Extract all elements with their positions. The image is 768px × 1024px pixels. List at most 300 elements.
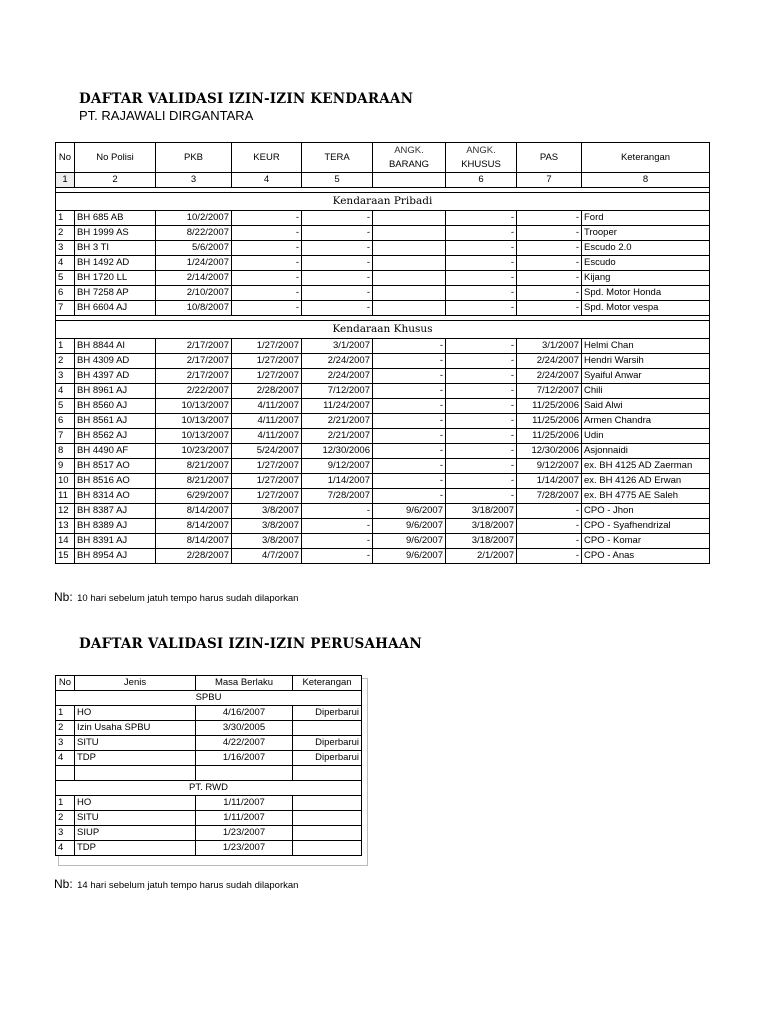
row-polisi: BH 3 TI [75,241,156,256]
row-angk-khusus: 3/18/2007 [446,534,517,549]
row-tera: 9/12/2007 [302,459,373,474]
row-masa-berlaku: 1/16/2007 [196,751,293,766]
row-angk-khusus: - [446,489,517,504]
row-polisi: BH 8314 AO [75,489,156,504]
row-keterangan: ex. BH 4126 AD Erwan [582,474,710,489]
column-number: 3 [156,173,232,188]
row-masa-berlaku: 1/23/2007 [196,826,293,841]
row-pas: 3/1/2007 [517,339,582,354]
row-polisi: BH 8562 AJ [75,429,156,444]
row-angk-khusus: - [446,384,517,399]
row-polisi: BH 8961 AJ [75,384,156,399]
row-angk-khusus: - [446,286,517,301]
company-header-row [56,676,362,691]
table-row [56,271,710,286]
row-keur: - [232,271,302,286]
row-tera: 2/21/2007 [302,414,373,429]
row-pkb: 10/13/2007 [156,429,232,444]
column-number [373,173,446,188]
table-row [56,256,710,271]
row-keterangan: CPO - Komar [582,534,710,549]
row-keterangan [293,721,362,736]
row-angk-barang: - [373,339,446,354]
row-no: 7 [56,429,75,444]
table-row [56,399,710,414]
table-row [56,301,710,316]
row-pkb: 8/14/2007 [156,504,232,519]
row-jenis: SIUP [75,826,196,841]
row-keur: 4/11/2007 [232,399,302,414]
row-no: 3 [56,826,75,841]
row-tera: 12/30/2006 [302,444,373,459]
company-header-jenis: Jenis [75,676,196,691]
row-masa-berlaku: 4/22/2007 [196,736,293,751]
section-title: Kendaraan Pribadi [56,193,710,211]
vehicle-note [54,588,298,606]
row-jenis: Izin Usaha SPBU [75,721,196,736]
vehicle-note-label: Nb: [54,590,73,604]
row-keterangan: Diperbarui [293,751,362,766]
row-keterangan: Hendri Warsih [582,354,710,369]
vehicle-table [55,142,710,564]
row-jenis: SITU [75,736,196,751]
row-angk-barang: 9/6/2007 [373,534,446,549]
row-tera: 7/28/2007 [302,489,373,504]
row-angk-barang [373,286,446,301]
row-masa-berlaku: 1/23/2007 [196,841,293,856]
header-tera: TERA [302,143,373,173]
header-keur: KEUR [232,143,302,173]
row-angk-barang: - [373,384,446,399]
row-polisi: BH 8844 AI [75,339,156,354]
row-keterangan: CPO - Anas [582,549,710,564]
row-keterangan [293,811,362,826]
column-number: 4 [232,173,302,188]
table-row [56,826,362,841]
row-tera: - [302,241,373,256]
row-no: 7 [56,301,75,316]
vehicle-subtitle: PT. RAJAWALI DIRGANTARA [79,108,254,123]
row-angk-khusus: - [446,241,517,256]
company-header-masa: Masa Berlaku [196,676,293,691]
row-tera: - [302,226,373,241]
row-tera: - [302,534,373,549]
row-angk-khusus: - [446,399,517,414]
row-pkb: 10/2/2007 [156,211,232,226]
row-masa-berlaku: 3/30/2005 [196,721,293,736]
row-angk-khusus: - [446,226,517,241]
row-jenis: HO [75,796,196,811]
row-keur: 1/27/2007 [232,459,302,474]
header-keterangan: Keterangan [582,143,710,173]
row-keterangan: Helmi Chan [582,339,710,354]
row-jenis: SITU [75,811,196,826]
header-angk-barang-line2: BARANG [388,158,430,170]
row-keterangan [293,796,362,811]
vehicle-title: DAFTAR VALIDASI IZIN-IZIN KENDARAAN [79,91,414,107]
row-angk-barang [373,271,446,286]
row-polisi: BH 8561 AJ [75,414,156,429]
row-polisi: BH 8516 AO [75,474,156,489]
row-pas: - [517,211,582,226]
row-tera: - [302,256,373,271]
row-no: 15 [56,549,75,564]
column-number: 1 [56,173,75,188]
row-pkb: 2/28/2007 [156,549,232,564]
row-no: 4 [56,751,75,766]
row-pkb: 8/14/2007 [156,519,232,534]
vehicle-note-text: 10 hari sebelum jatuh tempo harus sudah dilaporkan [77,593,299,604]
row-polisi: BH 8387 AJ [75,504,156,519]
row-no: 14 [56,534,75,549]
row-pkb: 10/13/2007 [156,399,232,414]
row-polisi: BH 8391 AJ [75,534,156,549]
row-tera: - [302,301,373,316]
row-pas: - [517,286,582,301]
row-pkb: 6/29/2007 [156,489,232,504]
row-no: 1 [56,706,75,721]
row-keterangan: Syaiful Anwar [582,369,710,384]
row-keur: 4/7/2007 [232,549,302,564]
row-keterangan: Diperbarui [293,736,362,751]
row-keur: 5/24/2007 [232,444,302,459]
row-pkb: 2/17/2007 [156,339,232,354]
row-keterangan [293,841,362,856]
row-pas: - [517,549,582,564]
table-row [56,474,710,489]
row-angk-khusus: - [446,256,517,271]
row-pas: - [517,534,582,549]
empty-cell [293,766,362,781]
row-pkb: 2/10/2007 [156,286,232,301]
row-pkb: 2/17/2007 [156,369,232,384]
row-no: 13 [56,519,75,534]
company-table [55,675,362,856]
row-keur: 1/27/2007 [232,369,302,384]
row-no: 3 [56,241,75,256]
row-angk-khusus: - [446,354,517,369]
table-row [56,811,362,826]
row-no: 5 [56,399,75,414]
row-tera: 3/1/2007 [302,339,373,354]
row-no: 1 [56,339,75,354]
row-no: 2 [56,721,75,736]
row-keterangan [293,826,362,841]
row-keur: 1/27/2007 [232,354,302,369]
row-polisi: BH 8389 AJ [75,519,156,534]
table-row [56,751,362,766]
vehicle-header-row [56,143,710,173]
row-keterangan: Escudo 2.0 [582,241,710,256]
table-row [56,519,710,534]
row-keur: 2/28/2007 [232,384,302,399]
row-angk-khusus: 3/18/2007 [446,519,517,534]
row-keur: 1/27/2007 [232,339,302,354]
empty-cell [56,766,75,781]
row-pas: 7/12/2007 [517,384,582,399]
row-tera: - [302,549,373,564]
row-pas: 1/14/2007 [517,474,582,489]
row-pas: 11/25/2006 [517,414,582,429]
row-no: 5 [56,271,75,286]
row-tera: 2/24/2007 [302,354,373,369]
company-note-text: 14 hari sebelum jatuh tempo harus sudah dilaporkan [77,880,299,891]
row-keur: 3/8/2007 [232,519,302,534]
row-no: 3 [56,369,75,384]
row-angk-khusus: - [446,429,517,444]
row-angk-barang: - [373,414,446,429]
row-pkb: 10/8/2007 [156,301,232,316]
header-angk-khusus [446,143,517,173]
company-header-no: No [56,676,75,691]
row-angk-barang [373,241,446,256]
row-pkb: 10/13/2007 [156,414,232,429]
section-row [56,193,710,211]
row-angk-barang: - [373,399,446,414]
row-keterangan: Diperbarui [293,706,362,721]
row-keur: - [232,286,302,301]
row-no: 3 [56,736,75,751]
row-angk-barang: - [373,489,446,504]
row-keterangan: CPO - Jhon [582,504,710,519]
row-pas: 7/28/2007 [517,489,582,504]
table-row [56,721,362,736]
row-angk-khusus: - [446,211,517,226]
row-tera: 2/21/2007 [302,429,373,444]
row-keterangan: CPO - Syafhendrizal [582,519,710,534]
row-keterangan: Chili [582,384,710,399]
header-angk-barang-line1: ANGK. [394,144,424,156]
row-no: 2 [56,811,75,826]
row-no: 1 [56,796,75,811]
row-angk-khusus: - [446,474,517,489]
row-pas: - [517,226,582,241]
empty-row [56,766,362,781]
column-number: 6 [446,173,517,188]
row-keur: - [232,241,302,256]
row-angk-barang [373,226,446,241]
row-pas: 9/12/2007 [517,459,582,474]
header-pas: PAS [517,143,582,173]
row-no: 11 [56,489,75,504]
row-keterangan: ex. BH 4125 AD Zaerman [582,459,710,474]
row-pkb: 2/22/2007 [156,384,232,399]
row-keur: 3/8/2007 [232,534,302,549]
row-keterangan: Asjonnaidi [582,444,710,459]
row-polisi: BH 1720 LL [75,271,156,286]
row-polisi: BH 8560 AJ [75,399,156,414]
row-polisi: BH 4490 AF [75,444,156,459]
row-tera: 11/24/2007 [302,399,373,414]
row-angk-khusus: - [446,444,517,459]
row-angk-barang: - [373,459,446,474]
row-keur: 4/11/2007 [232,429,302,444]
row-pas: 2/24/2007 [517,354,582,369]
row-pkb: 2/17/2007 [156,354,232,369]
table-row [56,796,362,811]
header-no: No [56,143,75,173]
row-pas: - [517,301,582,316]
row-no: 9 [56,459,75,474]
table-row [56,339,710,354]
table-row [56,841,362,856]
row-keterangan: Trooper [582,226,710,241]
table-row [56,504,710,519]
row-pas: 12/30/2006 [517,444,582,459]
row-angk-khusus: - [446,369,517,384]
row-pas: - [517,504,582,519]
row-keterangan: Armen Chandra [582,414,710,429]
company-note [54,875,298,893]
row-keterangan: Udin [582,429,710,444]
row-pkb: 8/14/2007 [156,534,232,549]
section-title: Kendaraan Khusus [56,321,710,339]
row-no: 12 [56,504,75,519]
row-angk-barang: 9/6/2007 [373,504,446,519]
row-masa-berlaku: 1/11/2007 [196,796,293,811]
row-tera: - [302,271,373,286]
row-angk-barang: - [373,444,446,459]
table-row [56,369,710,384]
row-keur: - [232,226,302,241]
row-pkb: 8/21/2007 [156,459,232,474]
table-row [56,384,710,399]
row-keur: 3/8/2007 [232,504,302,519]
row-no: 4 [56,256,75,271]
row-tera: - [302,504,373,519]
row-keterangan: Ford [582,211,710,226]
section-title: PT. RWD [56,781,362,796]
row-no: 1 [56,211,75,226]
row-pkb: 10/23/2007 [156,444,232,459]
section-title: SPBU [56,691,362,706]
row-angk-barang [373,256,446,271]
table-row [56,534,710,549]
row-angk-khusus: - [446,301,517,316]
row-pkb: 5/6/2007 [156,241,232,256]
company-note-label: Nb: [54,877,73,891]
table-row [56,414,710,429]
row-tera: 7/12/2007 [302,384,373,399]
row-keterangan: Spd. Motor vespa [582,301,710,316]
header-angk-khusus-line1: ANGK. [466,144,496,156]
row-angk-barang: - [373,354,446,369]
empty-cell [75,766,196,781]
row-keur: - [232,301,302,316]
column-number-row [56,173,710,188]
company-header-keterangan: Keterangan [293,676,362,691]
row-pkb: 2/14/2007 [156,271,232,286]
row-keur: 1/27/2007 [232,474,302,489]
header-pkb: PKB [156,143,232,173]
row-polisi: BH 685 AB [75,211,156,226]
row-angk-barang: - [373,429,446,444]
row-pkb: 8/22/2007 [156,226,232,241]
row-jenis: HO [75,706,196,721]
table-row [56,736,362,751]
row-no: 4 [56,384,75,399]
table-row [56,429,710,444]
row-no: 2 [56,226,75,241]
row-polisi: BH 6604 AJ [75,301,156,316]
row-keur: 4/11/2007 [232,414,302,429]
row-no: 10 [56,474,75,489]
row-angk-khusus: 2/1/2007 [446,549,517,564]
row-pkb: 1/24/2007 [156,256,232,271]
row-pas: - [517,271,582,286]
row-tera: - [302,211,373,226]
row-angk-khusus: - [446,459,517,474]
column-number: 2 [75,173,156,188]
table-row [56,211,710,226]
table-row [56,226,710,241]
row-polisi: BH 1492 AD [75,256,156,271]
row-tera: 2/24/2007 [302,369,373,384]
row-tera: - [302,286,373,301]
row-angk-khusus: - [446,271,517,286]
section-row [56,321,710,339]
row-keterangan: Escudo [582,256,710,271]
row-angk-barang: 9/6/2007 [373,519,446,534]
row-angk-barang: - [373,474,446,489]
row-pas: 2/24/2007 [517,369,582,384]
row-tera: 1/14/2007 [302,474,373,489]
table-row [56,549,710,564]
row-polisi: BH 1999 AS [75,226,156,241]
section-row [56,781,362,796]
row-polisi: BH 7258 AP [75,286,156,301]
row-polisi: BH 4309 AD [75,354,156,369]
header-angk-khusus-line2: KHUSUS [461,158,501,170]
row-masa-berlaku: 1/11/2007 [196,811,293,826]
row-keterangan: Kijang [582,271,710,286]
table-row [56,241,710,256]
row-keterangan: ex. BH 4775 AE Saleh [582,489,710,504]
row-jenis: TDP [75,841,196,856]
row-no: 6 [56,414,75,429]
row-pas: - [517,241,582,256]
empty-cell [196,766,293,781]
section-row [56,691,362,706]
row-angk-barang [373,301,446,316]
row-pas: 11/25/2006 [517,399,582,414]
row-angk-khusus: - [446,414,517,429]
row-polisi: BH 8954 AJ [75,549,156,564]
table-row [56,354,710,369]
row-pkb: 8/21/2007 [156,474,232,489]
table-row [56,444,710,459]
row-angk-barang [373,211,446,226]
table-row [56,489,710,504]
row-polisi: BH 8517 AO [75,459,156,474]
row-pas: - [517,256,582,271]
row-no: 4 [56,841,75,856]
row-no: 6 [56,286,75,301]
header-polisi: No Polisi [75,143,156,173]
row-angk-khusus: 3/18/2007 [446,504,517,519]
table-row [56,459,710,474]
row-angk-khusus: - [446,339,517,354]
row-keterangan: Said Alwi [582,399,710,414]
column-number: 7 [517,173,582,188]
row-polisi: BH 4397 AD [75,369,156,384]
row-pas: 11/25/2006 [517,429,582,444]
row-no: 2 [56,354,75,369]
row-jenis: TDP [75,751,196,766]
row-keur: 1/27/2007 [232,489,302,504]
table-row [56,286,710,301]
company-title: DAFTAR VALIDASI IZIN-IZIN PERUSAHAAN [79,636,422,652]
